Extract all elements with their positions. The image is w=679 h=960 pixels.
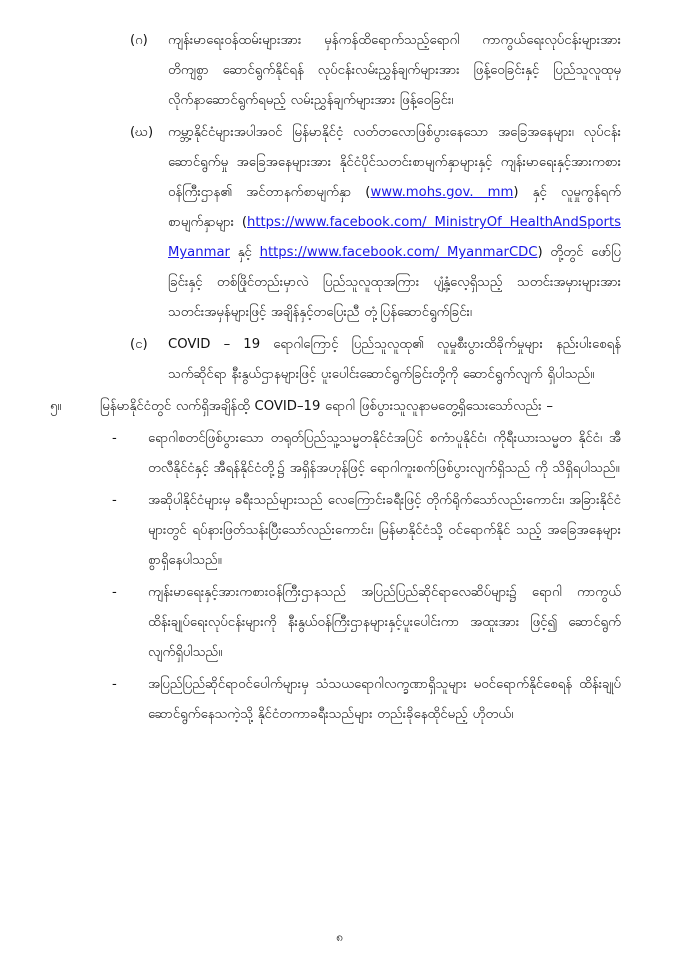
bullet-marker: - [112, 677, 117, 692]
bullet-marker: - [112, 585, 117, 600]
list-marker: (င) [130, 337, 148, 352]
list-text: COVID – 19 ရောဂါကြောင့် ပြည်သူလူထု၏ လူမှုစီးပွားထိခိုက်မှုများ နည်းပါးစေရန် သက်ဆိုင်ရာ နီးနွယ်ဌာနများဖြင့် ပူးပေါင်းဆောင်ရွက်ခြင်းတို့ကို ဆောင်ရွက်လျက် ရှိပါသည်။ [168, 337, 621, 382]
list-item [36, 26, 643, 116]
text-segment: နှင့် [229, 245, 260, 260]
link-facebook-mohs[interactable]: https://www.facebook.com/ MinistryOf HealthAndSportsMyanmar [168, 215, 621, 260]
link-mohs-website[interactable]: www.mohs.gov. mm [370, 185, 514, 200]
bullet-marker: - [112, 431, 117, 446]
list-item [36, 118, 643, 328]
list-text-with-links [168, 118, 621, 328]
text-segment: ) တို့တွင် ဖော်ပြခြင်းနှင့် တစ်ဖြိုင်တည်းမှာလဲ ပြည်သူလူထုအကြား ပျံ့နှံ့လေ့ရှိသည့် သတင်းအမှားများအား သတင်းအမှန်များဖြင့် အချိန်နှင့်တပြေးညီ တုံ့ပြန်ဆောင်ရွက်ခြင်း၊ [168, 245, 621, 320]
page-number: ၈ [335, 929, 344, 944]
text-segment: ကမ္ဘာ့နိုင်ငံများအပါအဝင် မြန်မာနိုင်ငံ့ လတ်တလောဖြစ်ပွားနေသော အခြေအနေများ၊ လုပ်ငန်းဆောင်ရွက်မှု အခြေအနေများအား နိုင်ငံပိုင်သတင်းစာမျက်နှာများနှင့် ကျန်းမာရေးနှင့်အားကစားဝန်ကြီးဌာန၏ အင်တာနက်စာမျက်နှာ ( [168, 125, 621, 200]
list-marker: (ဂ) [130, 33, 148, 48]
paragraph-number: ၅။ [50, 399, 62, 414]
bullet-text: ရောဂါစတင်ဖြစ်ပွားသော တရုတ်ပြည်သူ့သမ္မတနိုင်ငံအပြင် စကံာပူနိုင်ငံ၊ ကိုရီးယားသမ္မတ နိုင်ငံ၊ အီတလီနိုင်ငံနှင့် အီရန်နိုင်ငံတို့၌ အရှိန်အဟုန်ဖြင့် ရောဂါကူးစက်ဖြစ်ပွားလျက်ရှိသည် ကို သိရှိရပါသည်။ [148, 431, 621, 476]
bullet-text: ကျန်းမာရေးနှင့်အားကစားဝန်ကြီးဌာနသည် အပြည်ပြည်ဆိုင်ရာလေဆိပ်များ၌ ရောဂါ ကာကွယ်ထိန်းချုပ်ရေးလုပ်ငန်းများကို နီးနွယ်ဝန်ကြီးဌာနများနှင့်ပူးပေါင်းကာ အထူးအား ဖြင့်၍ ဆောင်ရွက်လျက်ရှိပါသည်။ [148, 585, 621, 660]
bullet-item [36, 424, 643, 484]
link-facebook-myanmarcdc[interactable]: https://www.facebook.com/ MyanmarCDC [259, 245, 538, 260]
bullet-item [36, 670, 643, 730]
bullet-item [36, 486, 643, 576]
text-segment: ) နှင့် လူမှုကွန်ရက်စာမျက်နှာများ ( [168, 185, 622, 230]
bullet-marker: - [112, 493, 117, 508]
list-marker: (ဃ) [130, 125, 154, 140]
bullet-item [36, 578, 643, 668]
bullet-text: အဆိုပါနိုင်ငံများမှ ခရီးသည်များသည် လေကြောင်းခရီးဖြင့် တိုက်ရိုက်သော်လည်းကောင်း၊ အခြားနိုင်ငံများတွင် ရပ်နားဖြတ်သန်းပြီးသော်လည်းကောင်း၊ မြန်မာနိုင်ငံသို့ ဝင်ရောက်နိုင် သည့် အခြေအနေများစွာရှိနေပါသည်။ [148, 493, 621, 568]
list-item [36, 330, 643, 390]
bullet-text: အပြည်ပြည်ဆိုင်ရာဝင်ပေါက်များမှ သံသယရောဂါလက္ခဏာရှိသူများ မဝင်ရောက်နိုင်စေရန် ထိန်းချုပ်ဆောင်ရွက်နေသကဲ့သို့ နိုင်ငံတကာခရီးသည်များ တည်းခိုနေထိုင်မည့် ဟိုတယ်၊ [148, 677, 621, 722]
paragraph-text: မြန်မာနိုင်ငံတွင် လက်ရှိအချိန်ထိ့ COVID–19 ရောဂါ ဖြစ်ပွားသူလူနာမတွေ့ရှိသေးသော်လည်း – [100, 399, 553, 414]
list-text: ကျန်းမာရေးဝန်ထမ်းများအား မှန်ကန်ထိရောက်သည့်ရောဂါ ကာကွယ်ရေးလုပ်ငန်းများအား တိကျစွာ ဆောင်ရွက်နိုင်ရန် လုပ်ငန်းလမ်းညွှန်ချက်များအား ဖြန့်ဝေခြင်းနှင့် ပြည်သူလူထုမှ လိုက်နာဆောင်ရွက်ရမည့် လမ်းညွှန်ချက်များအား ဖြန့်ဝေခြင်း၊ [168, 33, 621, 108]
numbered-paragraph [36, 392, 643, 422]
